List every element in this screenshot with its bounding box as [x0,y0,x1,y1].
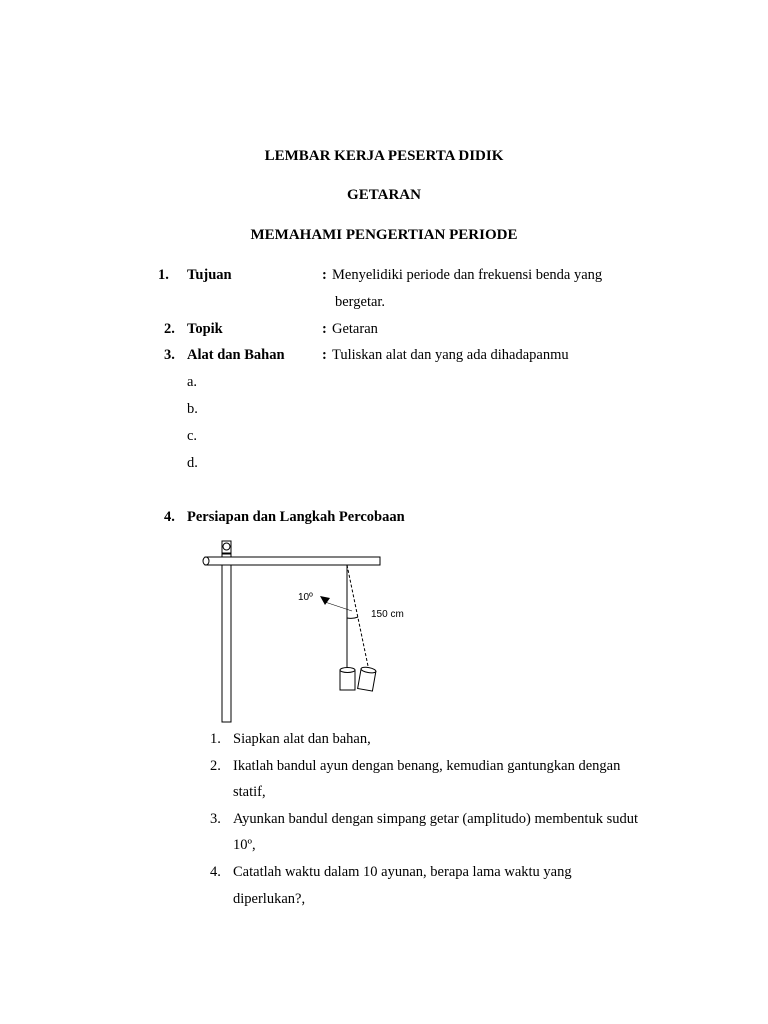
step-text: Siapkan alat dan bahan, [233,731,371,747]
subtitle: MEMAHAMI PENGERTIAN PERIODE [250,227,518,243]
colon: : [322,321,327,337]
subject-title: GETARAN [347,187,421,203]
clamp-screw [223,543,230,550]
section-label: Tujuan [187,267,232,283]
angle-label: 10º [298,592,313,603]
list-item: c. [187,428,198,444]
step-text: Ikatlah bandul ayun dengan benang, kemudian gantungkan dengan [233,758,621,774]
section-number: 4. [164,509,175,525]
step-text-cont: diperlukan?, [233,891,306,907]
angle-pointer [325,602,352,611]
colon: : [322,267,327,283]
section-label: Alat dan Bahan [187,347,285,363]
step-text-cont: 10º, [233,837,256,853]
stand-post [222,554,231,722]
section-number: 2. [164,321,175,337]
list-item: b. [187,401,198,417]
step-text: Ayunkan bandul dengan simpang getar (amplitudo) membentuk sudut [233,811,638,827]
step-text: Catatlah waktu dalam 10 ayunan, berapa lama waktu yang [233,864,572,880]
bob-rest [340,668,355,691]
list-item: d. [187,455,198,471]
section-label: Persiapan dan Langkah Percobaan [187,509,405,525]
section-value: Menyelidiki periode dan frekuensi benda yang [332,267,603,283]
section-label: Topik [187,321,223,337]
colon: : [322,347,327,363]
stand-arm [205,557,380,565]
section-value: Tuliskan alat dan yang ada dihadapanmu [332,347,569,363]
bob-displaced [358,666,377,691]
section-value-cont: bergetar. [335,294,386,310]
step-number: 3. [210,811,221,827]
step-number: 2. [210,758,221,774]
string-displaced [347,565,368,666]
section-value: Getaran [332,321,378,337]
worksheet-title: LEMBAR KERJA PESERTA DIDIK [264,148,504,164]
step-text-cont: statif, [233,784,266,800]
length-label: 150 cm [371,609,404,620]
pendulum-diagram [195,536,404,728]
arm-end [203,557,209,565]
arrow-head-icon [320,596,330,605]
step-number: 4. [210,864,221,880]
section-number: 3. [164,347,175,363]
section-number: 1. [158,267,169,283]
step-number: 1. [210,731,221,747]
list-item: a. [187,374,198,390]
angle-arc [347,617,358,618]
